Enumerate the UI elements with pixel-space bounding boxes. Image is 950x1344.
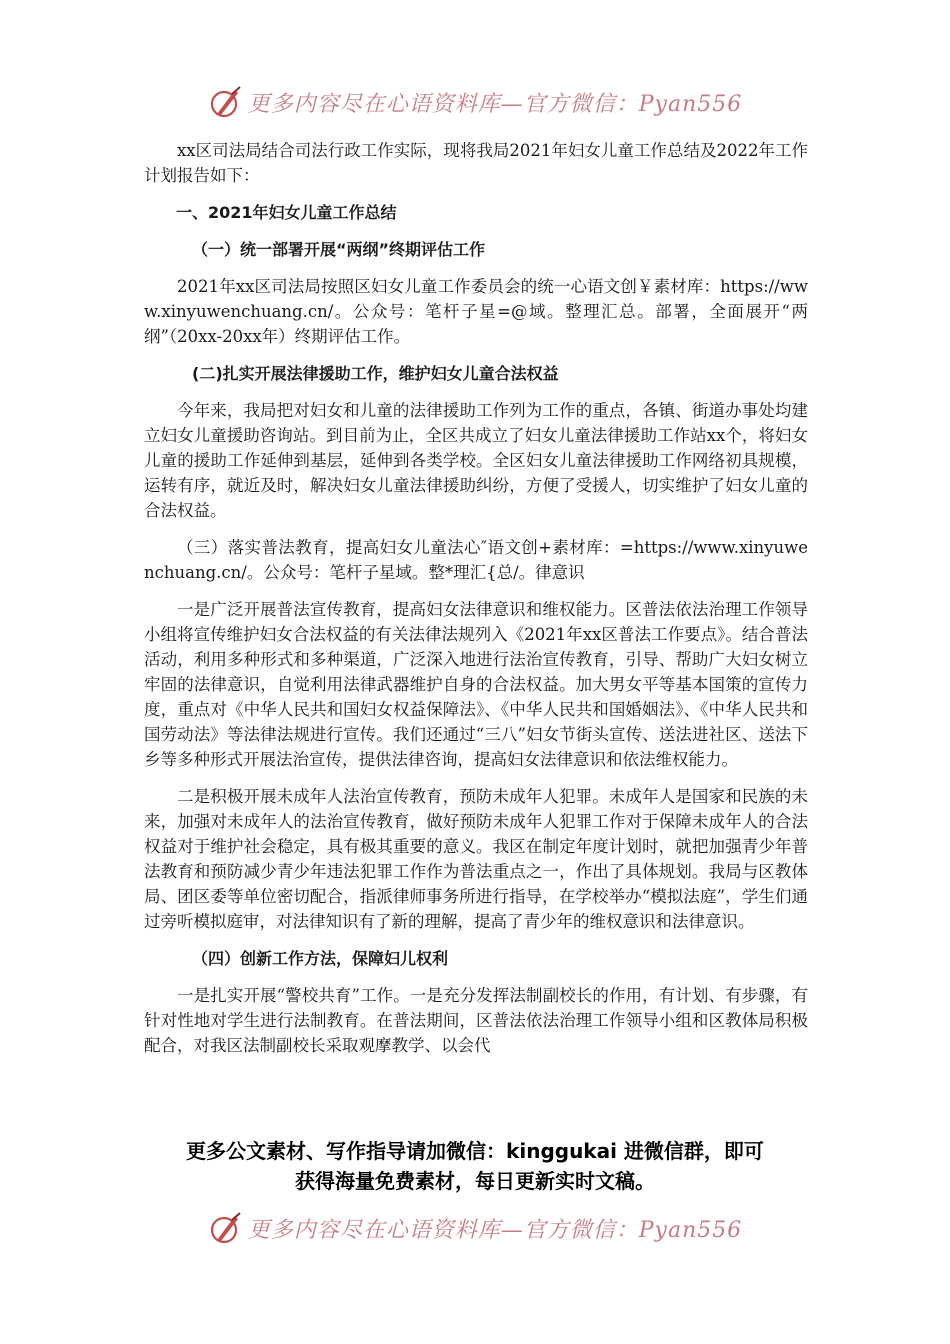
subsection-3-paragraph-1: 一是广泛开展普法宣传教育，提高妇女法律意识和维权能力。区普法依法治理工作领导小组将宣传维护妇女合法权益的有关法律法规列入《2021年xx区普法工作要点》。结合普法活动，利用多种形式和多种渠道，广泛深入地进行法治宣传教育，引导、帮助广大妇女树立牢固的法律意识，自觉利用法律武器维护自身的合法权益。加大男女平等基本国策的宣传力度，重点对《中华人民共和国妇女权益保障法》、《中华人民共和国婚姻法》、《中华人民共和国劳动法》等法律法规进行宣传。我们还通过“三八”妇女节街头宣传、送法进社区、送法下乡等多种形式开展法治宣传，提供法律咨询，提高妇女法律意识和依法维权能力。 xyxy=(144,600,808,769)
subsection-heading-3: （三）落实普法教育，提高妇女儿童法心″语文创+素材库：=https://www.xinyuwenchuang.cn/。公众号：笔杆子星域。整*理汇{总/。律意识 xyxy=(144,538,808,582)
subsection-heading-2: (二)扎实开展法律援助工作，维护妇女儿童合法权益 xyxy=(192,364,559,383)
intro-paragraph: xx区司法局结合司法行政工作实际，现将我局2021年妇女儿童工作总结及2022年工作计划报告如下： xyxy=(144,141,808,185)
subsection-3-paragraph-2: 二是积极开展未成年人法治宣传教育，预防未成年人犯罪。未成年人是国家和民族的未来，加强对未成年人的法治宣传教育，做好预防未成年人犯罪工作对于保障未成年人的合法权益对于维护社会稳定，具有极其重要的意义。我区在制定年度计划时，就把加强青少年普法教育和预防减少青少年违法犯罪工作作为普法重点之一，作出了具体规划。我局与区教体局、团区委等单位密切配合，指派律师事务所进行指导，在学校举办“模拟法庭”，学生们通过旁听模拟庭审，对法律知识有了新的理解，提高了青少年的维权意识和法律意识。 xyxy=(144,787,808,931)
footer-banner-text: 更多内容尽在心语资料库—官方微信：Pyan556 xyxy=(247,1217,743,1243)
promo-line-2: 获得海量免费素材，每日更新实时文稿。 xyxy=(295,1169,655,1193)
subsection-4-paragraph-1: 一是扎实开展“警校共育”工作。一是充分发挥法制副校长的作用，有计划、有步骤，有针对性地对学生进行法制教育。在普法期间，区普法依法治理工作领导小组和区教体局积极配合，对我区法制副校长采取观摩教学、以会代 xyxy=(144,986,808,1055)
quill-logo-icon xyxy=(208,84,244,120)
promo-line-1: 更多公文素材、写作指导请加微信：kinggukai 进微信群，即可 xyxy=(186,1139,764,1163)
subsection-2-paragraph: 今年来，我局把对妇女和儿童的法律援助工作列为工作的重点，各镇、街道办事处均建立妇女儿童援助咨询站。到目前为止，全区共成立了妇女儿童法律援助工作站xx个，将妇女儿童的援助工作延伸到基层，延伸到各类学校。全区妇女儿童法律援助工作网络初具规模，运转有序，就近及时，解决妇女儿童法律援助纠纷，方便了受援人，切实维护了妇女儿童的合法权益。 xyxy=(144,401,808,520)
header-banner-text: 更多内容尽在心语资料库—官方微信：Pyan556 xyxy=(247,91,743,117)
section-heading: 一、2021年妇女儿童工作总结 xyxy=(176,203,397,222)
subsection-heading-4: （四）创新工作方法，保障妇儿权利 xyxy=(192,949,449,968)
subsection-heading-1: （一）统一部署开展“两纲”终期评估工作 xyxy=(192,240,486,259)
promo-notice xyxy=(0,1136,950,1196)
header-banner xyxy=(0,80,950,124)
quill-logo-icon xyxy=(208,1210,244,1246)
footer-banner xyxy=(0,1206,950,1250)
document-body xyxy=(144,138,808,1058)
subsection-1-paragraph: 2021年xx区司法局按照区妇女儿童工作委员会的统一心语文创￥素材库：https://www.xinyuwenchuang.cn/。公众号：笔杆子星=@域。整理汇总。部署，全面展开“两纲”（20xx-20xx年）终期评估工作。 xyxy=(144,277,808,346)
